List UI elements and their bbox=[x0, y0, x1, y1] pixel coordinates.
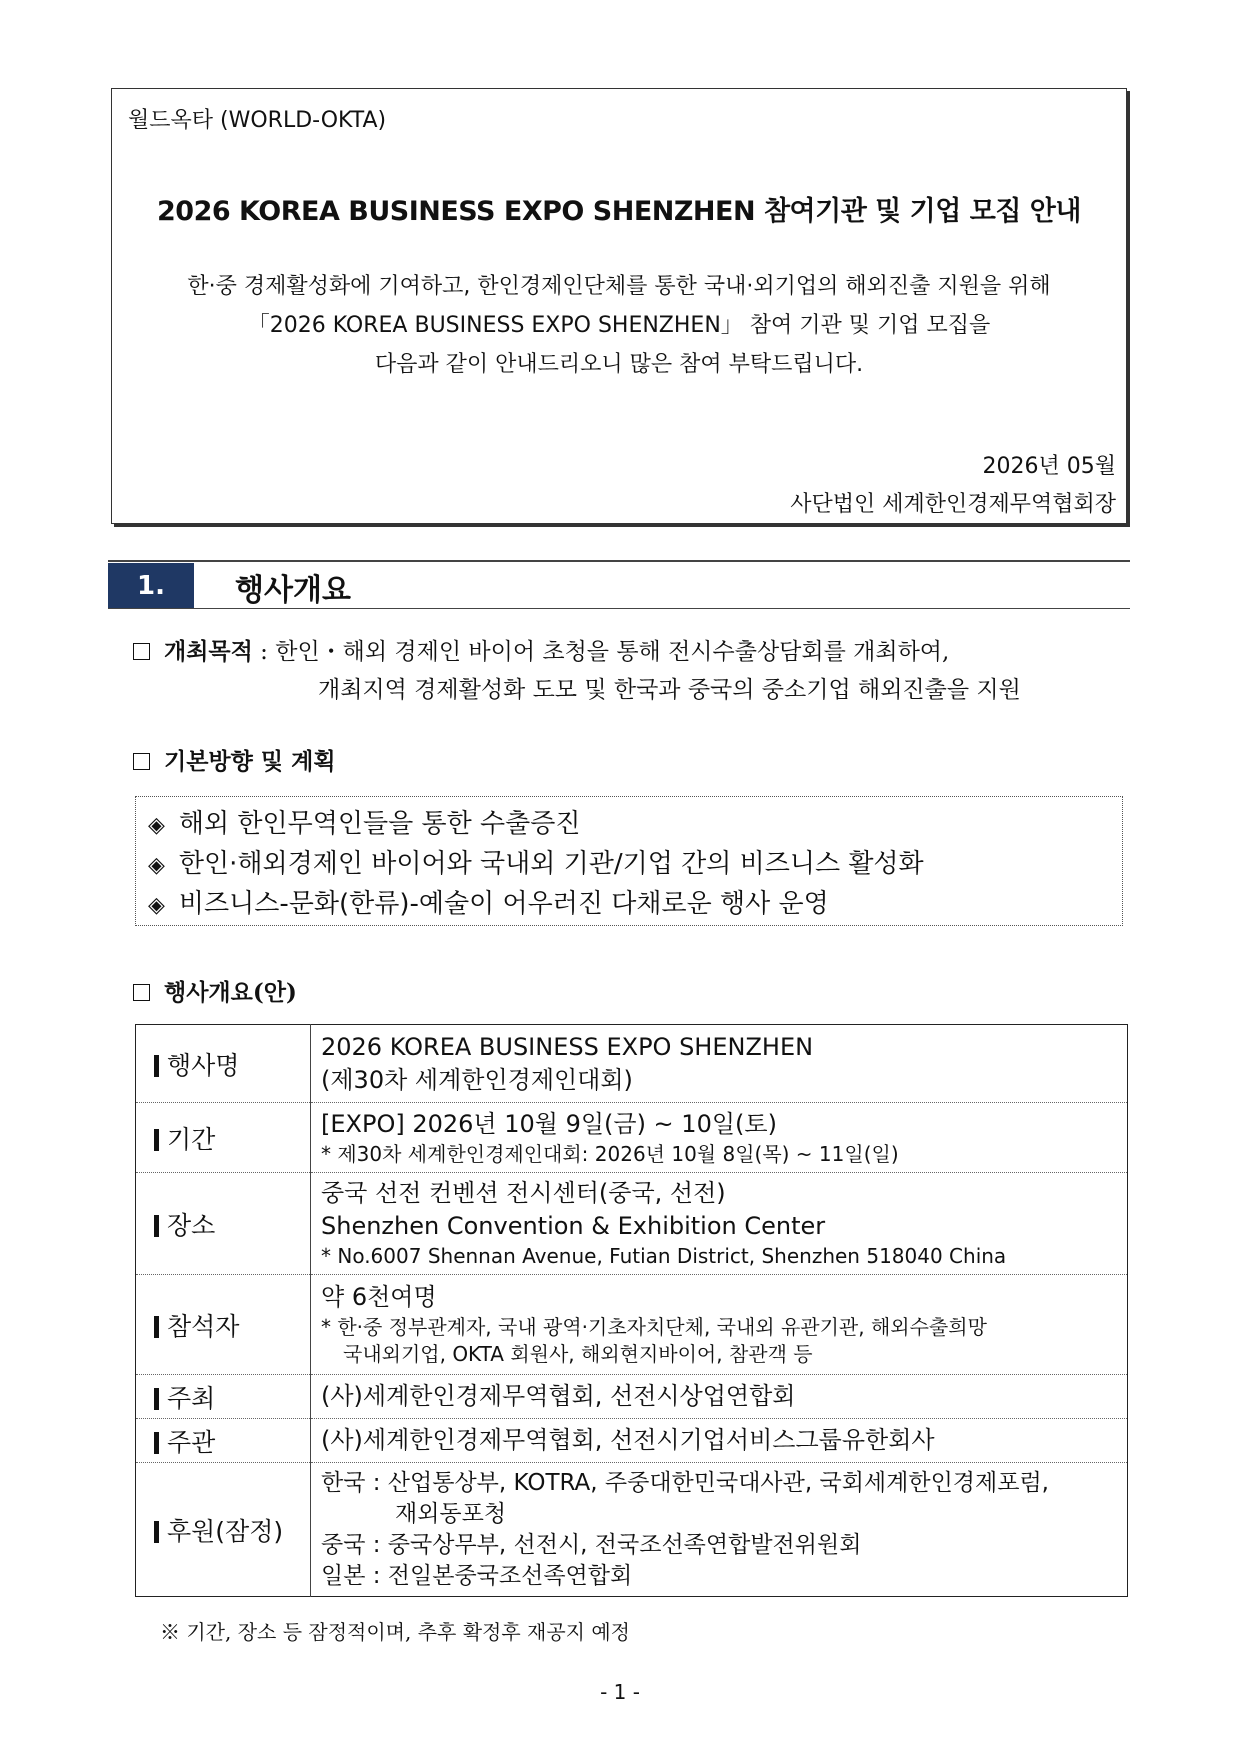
table-row bbox=[136, 1419, 1128, 1463]
issuer: 사단법인 세계한인경제무역협회장 bbox=[790, 492, 1116, 517]
intro-line: 「2026 KOREA BUSINESS EXPO SHENZHEN」 참여 기관 및 기업 모집을 bbox=[247, 313, 991, 338]
label-bar-icon bbox=[154, 1521, 159, 1543]
document-title: 2026 KOREA BUSINESS EXPO SHENZHEN 참여기관 및 기업 모집 안내 bbox=[157, 196, 1081, 227]
direction-heading bbox=[133, 743, 336, 776]
event-subname: (제30차 세계한인경제인대회) bbox=[321, 1065, 633, 1094]
direction-item bbox=[148, 885, 1122, 925]
row-label-text: 주최 bbox=[167, 1383, 216, 1413]
organization-name: 월드옥타 (WORLD-OKTA) bbox=[128, 108, 387, 133]
overview-heading-text: 행사개요(안) bbox=[164, 979, 297, 1006]
table-row bbox=[136, 1275, 1128, 1375]
direction-item bbox=[148, 805, 1122, 845]
event-name: 2026 KOREA BUSINESS EXPO SHENZHEN bbox=[321, 1032, 814, 1061]
row-label bbox=[136, 1375, 311, 1419]
checkbox-icon bbox=[133, 643, 150, 660]
organizer-value: (사)세계한인경제무역협회, 선전시기업서비스그룹유한회사 bbox=[311, 1419, 1128, 1463]
diamond-bullet-icon: ◈ bbox=[148, 853, 165, 878]
row-label-text: 주관 bbox=[167, 1427, 216, 1457]
overview-table bbox=[135, 1024, 1128, 1597]
section-rule-bottom bbox=[108, 608, 1130, 609]
label-bar-icon bbox=[154, 1129, 159, 1151]
row-value bbox=[311, 1103, 1128, 1173]
venue-korean: 중국 선전 컨벤션 전시센터(중국, 선전) bbox=[321, 1179, 726, 1207]
section-number: 1. bbox=[108, 563, 194, 608]
purpose-separator: : bbox=[252, 639, 276, 665]
table-row bbox=[136, 1375, 1128, 1419]
row-label-text: 기간 bbox=[167, 1124, 216, 1154]
host-value: (사)세계한인경제무역협회, 선전시상업연합회 bbox=[311, 1375, 1128, 1419]
label-bar-icon bbox=[154, 1316, 159, 1338]
attendees-note: * 한·중 정부관계자, 국내 광역·기초자치단체, 국내외 유관기관, 해외수출희망 bbox=[321, 1315, 987, 1339]
row-label bbox=[136, 1103, 311, 1173]
checkbox-icon bbox=[133, 984, 150, 1001]
direction-box bbox=[135, 796, 1123, 926]
venue-address: * No.6007 Shennan Avenue, Futian District, Shenzhen 518040 China bbox=[321, 1244, 1007, 1268]
diamond-bullet-icon: ◈ bbox=[148, 893, 165, 918]
direction-heading-text: 기본방향 및 계획 bbox=[164, 748, 336, 775]
row-label-text: 장소 bbox=[167, 1210, 216, 1240]
direction-item-text: 해외 한인무역인들을 통한 수출증진 bbox=[178, 809, 581, 839]
header-box bbox=[111, 88, 1127, 524]
section-title: 행사개요 bbox=[235, 573, 351, 608]
table-row bbox=[136, 1103, 1128, 1173]
purpose-text: 한인・해외 경제인 바이어 초청을 통해 전시수출상담회를 개최하여, bbox=[275, 639, 950, 665]
label-bar-icon bbox=[154, 1432, 159, 1454]
period-main: [EXPO] 2026년 10월 9일(금) ~ 10일(토) bbox=[321, 1109, 777, 1138]
attendees-count: 약 6천여명 bbox=[321, 1283, 437, 1311]
purpose-line-1 bbox=[133, 633, 949, 666]
issue-date: 2026년 05월 bbox=[982, 454, 1116, 479]
overview-heading bbox=[133, 974, 297, 1007]
label-bar-icon bbox=[154, 1388, 159, 1410]
row-label-text: 후원(잠정) bbox=[167, 1516, 284, 1546]
intro-line: 한·중 경제활성화에 기여하고, 한인경제인단체를 통한 국내·외기업의 해외진출 지원을 위해 bbox=[187, 274, 1051, 299]
footnote: ※ 기간, 장소 등 잠정적이며, 추후 확정후 재공지 예정 bbox=[160, 1620, 630, 1644]
row-value bbox=[311, 1173, 1128, 1275]
purpose-label: 개최목적 bbox=[164, 638, 253, 665]
row-label bbox=[136, 1173, 311, 1275]
row-value bbox=[311, 1275, 1128, 1375]
attendees-note-cont: 국내외기업, OKTA 회원사, 해외현지바이어, 참관객 등 bbox=[343, 1342, 813, 1366]
section-rule-top bbox=[108, 560, 1130, 562]
direction-item-text: 한인·해외경제인 바이어와 국내외 기관/기업 간의 비즈니스 활성화 bbox=[178, 849, 924, 879]
direction-item bbox=[148, 845, 1122, 885]
row-label bbox=[136, 1419, 311, 1463]
sponsor-japan: 일본 : 전일본중국조선족연합회 bbox=[321, 1562, 633, 1589]
row-label-text: 참석자 bbox=[167, 1311, 240, 1341]
row-value bbox=[311, 1025, 1128, 1103]
direction-item-text: 비즈니스-문화(한류)-예술이 어우러진 다채로운 행사 운영 bbox=[178, 889, 829, 919]
purpose-line-2: 개최지역 경제활성화 도모 및 한국과 중국의 중소기업 해외진출을 지원 bbox=[318, 677, 1021, 703]
row-value bbox=[311, 1463, 1128, 1597]
intro-text bbox=[122, 267, 1116, 384]
intro-line: 다음과 같이 안내드리오니 많은 참여 부탁드립니다. bbox=[374, 352, 864, 377]
venue-english: Shenzhen Convention & Exhibition Center bbox=[321, 1212, 826, 1240]
sponsor-china: 중국 : 중국상무부, 선전시, 전국조선족연합발전위원회 bbox=[321, 1531, 862, 1558]
label-bar-icon bbox=[154, 1215, 159, 1237]
page-number: - 1 - bbox=[600, 1680, 640, 1704]
sponsor-korea-cont: 재외동포청 bbox=[395, 1500, 507, 1527]
checkbox-icon bbox=[133, 753, 150, 770]
sponsor-korea: 한국 : 산업통상부, KOTRA, 주중대한민국대사관, 국회세계한인경제포럼, bbox=[321, 1469, 1049, 1496]
diamond-bullet-icon: ◈ bbox=[148, 813, 165, 838]
row-label bbox=[136, 1025, 311, 1103]
row-label bbox=[136, 1463, 311, 1597]
row-label-text: 행사명 bbox=[167, 1050, 240, 1080]
row-label bbox=[136, 1275, 311, 1375]
label-bar-icon bbox=[154, 1055, 159, 1077]
table-row bbox=[136, 1463, 1128, 1597]
period-note: * 제30차 세계한인경제인대회: 2026년 10월 8일(목) ~ 11일(일) bbox=[321, 1141, 899, 1166]
table-row bbox=[136, 1025, 1128, 1103]
table-row bbox=[136, 1173, 1128, 1275]
